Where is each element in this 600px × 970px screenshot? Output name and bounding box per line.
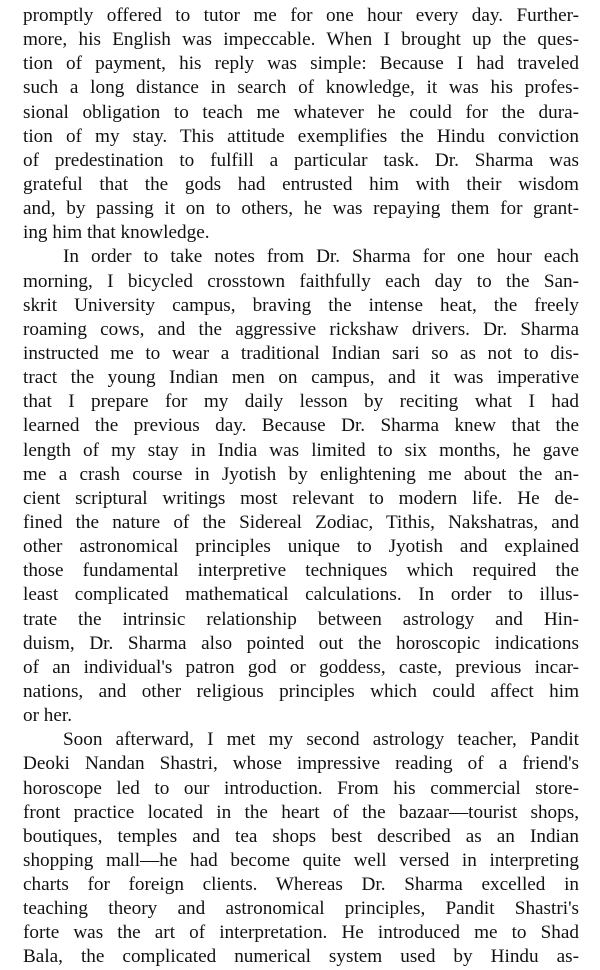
text-line: tion of my stay. This attitude exemplifies the Hindu conviction <box>23 125 579 147</box>
text-line: forte was the art of interpretation. He introduced me to Shad <box>23 922 579 944</box>
text-line: more, his English was impeccable. When I brought up the ques- <box>23 29 579 51</box>
text-line: promptly offered to tutor me for one hour every day. Further- <box>23 5 579 26</box>
text-line: grateful that the gods had entrusted him with their wisdom <box>23 173 579 195</box>
text-line: such a long distance in search of knowledge, it was his profes- <box>23 77 579 99</box>
text-line: fined the nature of the Sidereal Zodiac, Tithis, Nakshatras, and <box>23 511 579 533</box>
text-line: that I prepare for my daily lesson by reciting what I had <box>23 391 579 413</box>
text-line: teaching theory and astronomical principles, Pandit Shastri's <box>23 898 579 920</box>
text-line: skrit University campus, braving the intense heat, the freely <box>23 294 579 316</box>
text-line: boutiques, temples and tea shops best described as an Indian <box>23 825 579 847</box>
text-line: front practice located in the heart of the bazaar—tourist shops, <box>23 801 579 823</box>
text-line: morning, I bicycled crosstown faithfully each day to the San- <box>23 270 579 292</box>
text-line: Deoki Nandan Shastri, whose impressive reading of a friend's <box>23 753 579 775</box>
text-line: or her. <box>23 705 73 727</box>
text-line: tion of payment, his reply was simple: Because I had traveled <box>23 53 579 75</box>
text-line: sional obligation to teach me whatever he could for the dura- <box>23 101 579 123</box>
text-line: trate the intrinsic relationship between astrology and Hin- <box>23 608 579 630</box>
text-line: and, by passing it on to others, he was repaying them for grant- <box>23 198 579 220</box>
text-line: of an individual's patron god or goddess, caste, previous incar- <box>23 656 579 678</box>
text-line: other astronomical principles unique to Jyotish and explained <box>23 536 579 558</box>
text-line: horoscope led to our introduction. From his commercial store- <box>23 777 579 799</box>
text-line: those fundamental interpretive techniques which required the <box>23 560 579 582</box>
text-line: instructed me to wear a traditional Indian sari so as not to dis- <box>23 342 579 364</box>
text-line: duism, Dr. Sharma also pointed out the horoscopic indications <box>23 632 579 654</box>
body-text <box>23 4 579 970</box>
text-line: shopping mall—he had become quite well versed in interpreting <box>23 849 579 871</box>
text-line: charts for foreign clients. Whereas Dr. Sharma excelled in <box>23 874 579 896</box>
text-line: length of my stay in India was limited to six months, he gave <box>23 439 579 461</box>
text-line: least complicated mathematical calculations. In order to illus- <box>23 584 579 606</box>
text-line: tract the young Indian men on campus, and it was imperative <box>23 367 579 389</box>
text-line: nations, and other religious principles which could affect him <box>23 680 579 702</box>
text-line: Soon afterward, I met my second astrology teacher, Pandit <box>63 729 579 751</box>
text-line: In order to take notes from Dr. Sharma for one hour each <box>63 246 579 268</box>
text-line: Bala, the complicated numerical system used by Hindu as- <box>23 946 579 968</box>
text-line: learned the previous day. Because Dr. Sharma knew that the <box>23 415 579 437</box>
text-line: me a crash course in Jyotish by enlightening me about the an- <box>23 463 579 485</box>
text-line: of predestination to fulfill a particular task. Dr. Sharma was <box>23 149 579 171</box>
text-line: roaming cows, and the aggressive rickshaw drivers. Dr. Sharma <box>23 318 579 340</box>
text-line: cient scriptural writings most relevant to modern life. He de- <box>23 487 579 509</box>
text-line: ing him that knowledge. <box>23 222 210 244</box>
